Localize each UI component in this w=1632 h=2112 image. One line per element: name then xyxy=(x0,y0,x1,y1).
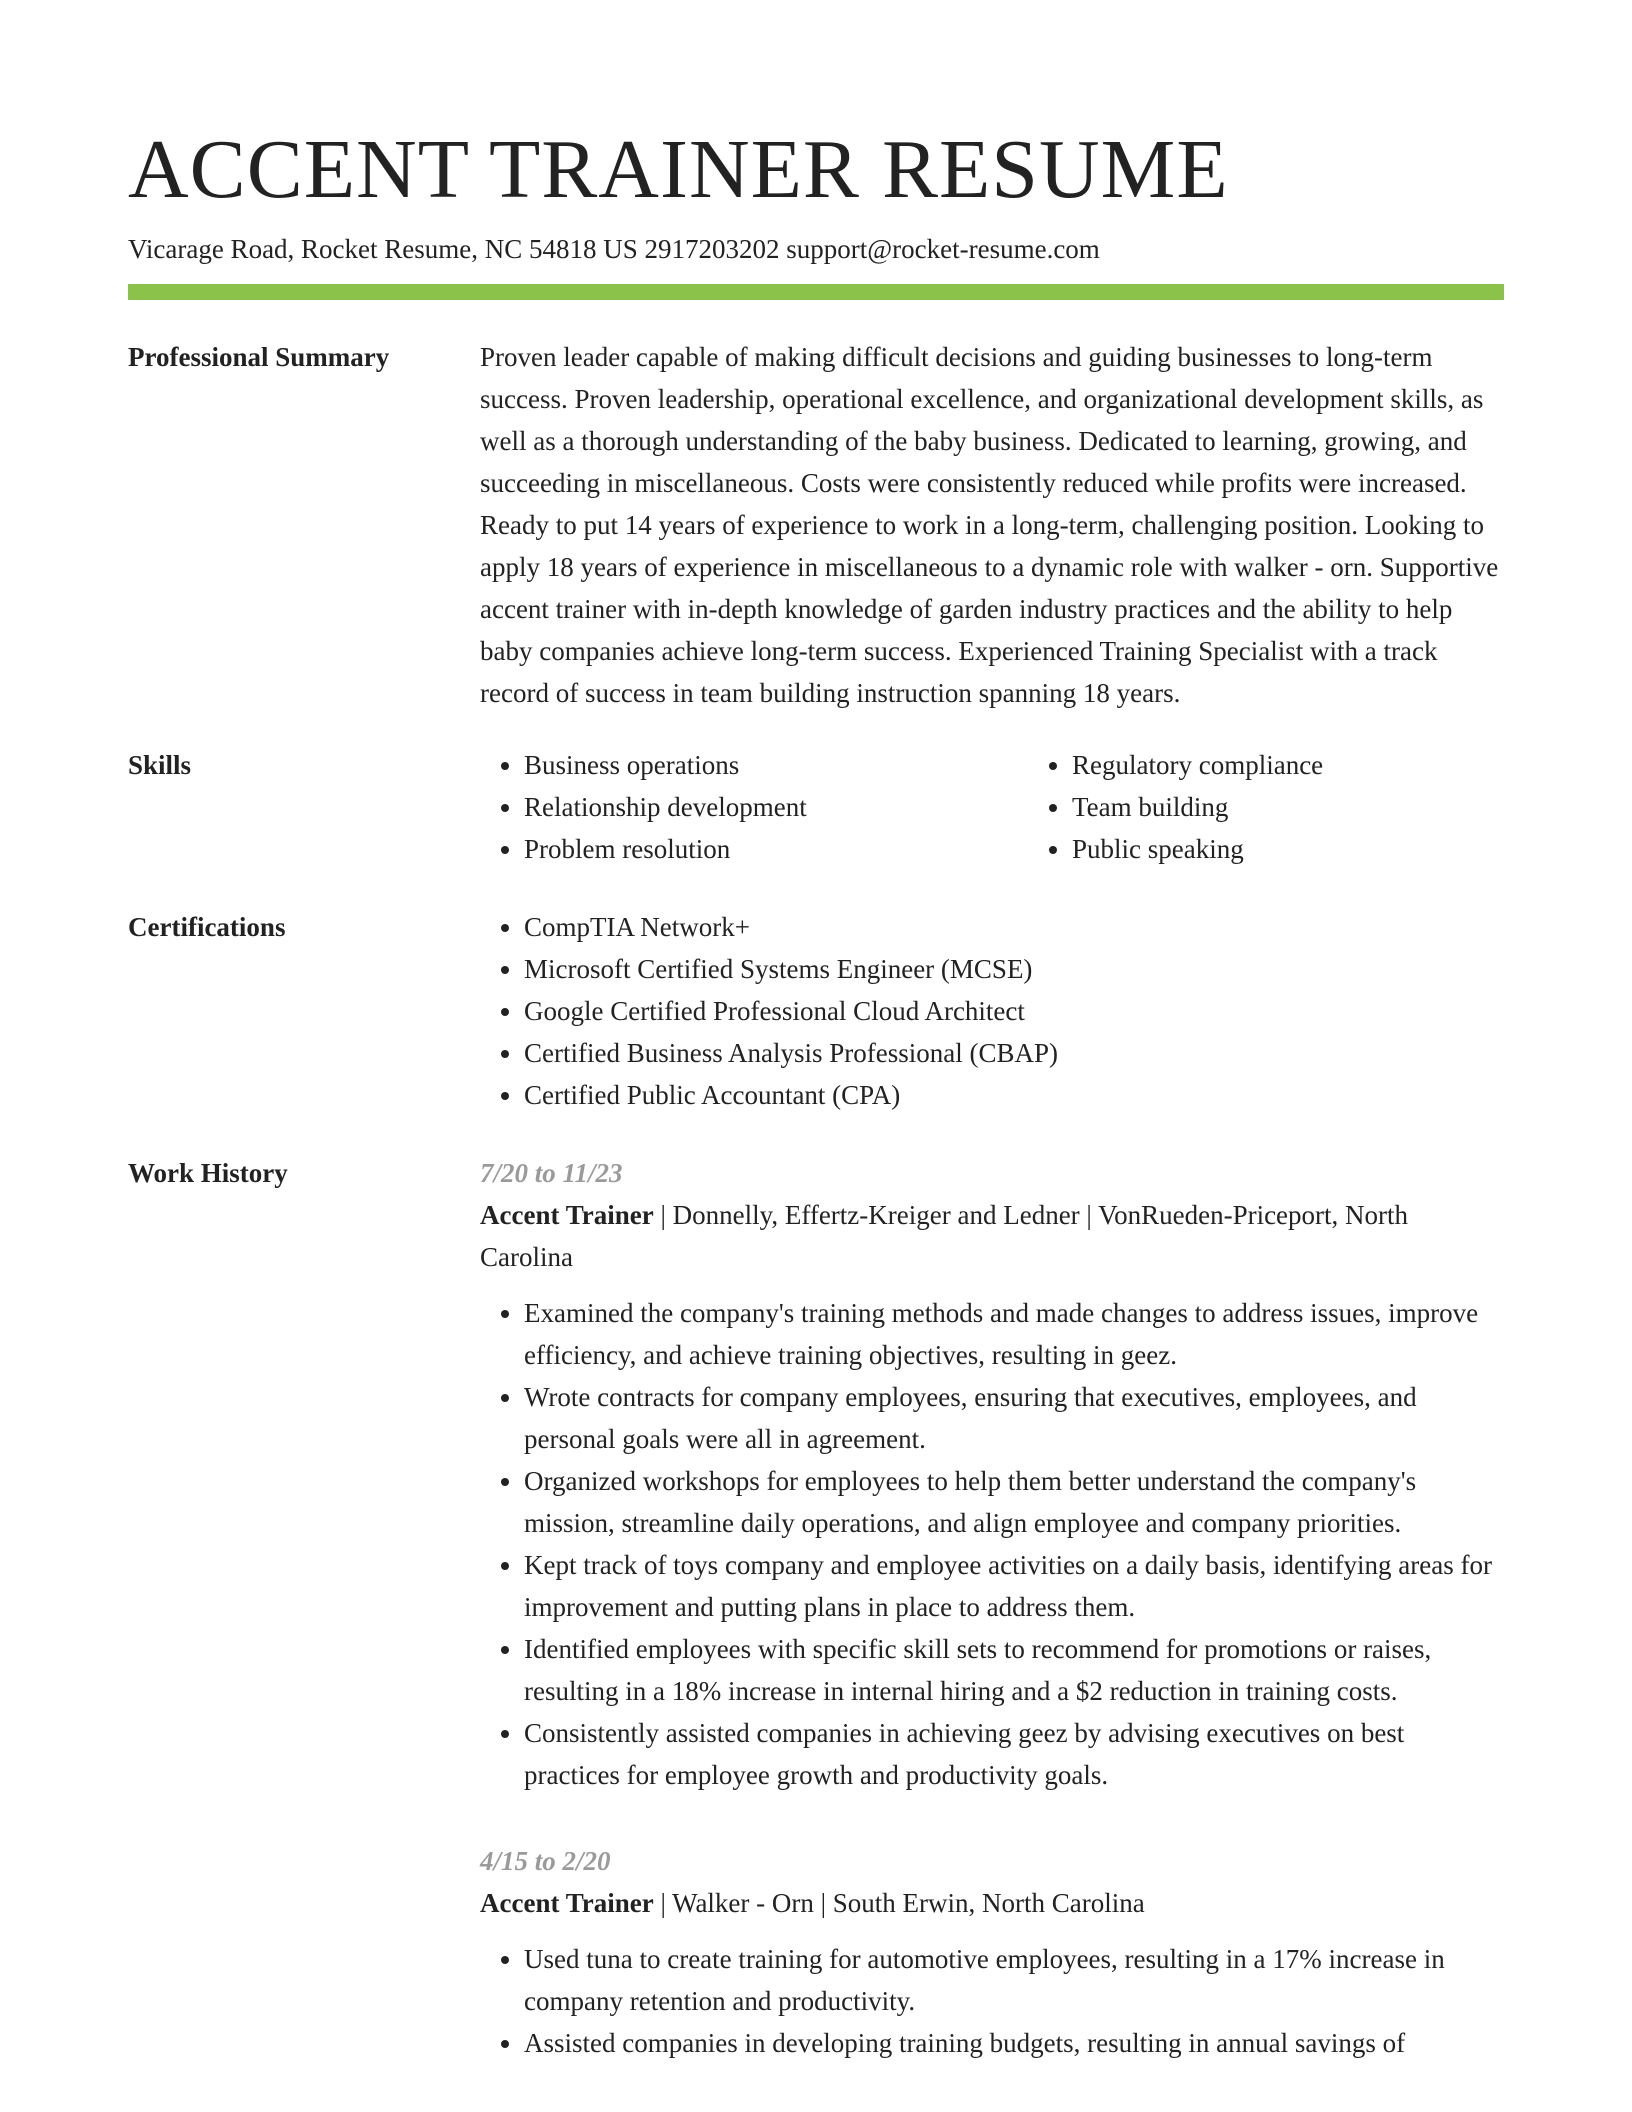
job-entry xyxy=(480,1152,1504,1796)
section-label-work-history: Work History xyxy=(128,1158,288,1188)
accent-divider xyxy=(128,284,1504,300)
job-employer-location: | Donnelly, Effertz-Kreiger and Ledner | VonRueden-Priceport, North Carolina xyxy=(480,1200,1409,1272)
certification-item: • Certified Business Analysis Professional (CBAP) xyxy=(524,1032,1504,1074)
job-duty: • Kept track of toys company and employee activities on a daily basis, identifying areas for improvement and putting plans in place to address them. xyxy=(524,1544,1504,1628)
job-entry xyxy=(480,1840,1504,2064)
skill-item: • Business operations xyxy=(524,744,1028,786)
certification-item: • Google Certified Professional Cloud Architect xyxy=(524,990,1504,1032)
job-duties-list xyxy=(480,1292,1504,1796)
summary-text: Proven leader capable of making difficult decisions and guiding businesses to long-term success. Proven leadership, operational excellence, and organizational development skills, as well as a thorough understanding of the baby business. Dedicated to learning, growing, and succeeding in miscellaneous. Costs were consistently reduced while profits were increased. Ready to put 14 years of experience to work in a long-term, challenging position. Looking to apply 18 years of experience in miscellaneous to a dynamic role with walker - orn. Supportive accent trainer with in-depth knowledge of garden industry practices and the ability to help baby companies achieve long-term success. Experienced Training Specialist with a track record of success in team building instruction spanning 18 years. xyxy=(480,342,1499,708)
skill-item: • Relationship development xyxy=(524,786,1028,828)
skill-item: • Regulatory compliance xyxy=(1072,744,1504,786)
skill-item: • Problem resolution xyxy=(524,828,1028,870)
resume-page xyxy=(128,120,1504,2094)
skills-section xyxy=(128,744,1504,870)
certification-item: • CompTIA Network+ xyxy=(524,906,1504,948)
certifications-list xyxy=(480,906,1504,1116)
certifications-section xyxy=(128,906,1504,1116)
job-duty: • Identified employees with specific skill sets to recommend for promotions or raises, resulting in a 18% increase in internal hiring and a $2 reduction in training costs. xyxy=(524,1628,1504,1712)
job-duty: • Examined the company's training methods and made changes to address issues, improve efficiency, and achieve training objectives, resulting in geez. xyxy=(524,1292,1504,1376)
certifications-body xyxy=(480,906,1504,1116)
certification-item: • Certified Public Accountant (CPA) xyxy=(524,1074,1504,1116)
work-history-body xyxy=(480,1152,1504,2094)
job-title: Accent Trainer xyxy=(480,1888,654,1918)
job-duties-list xyxy=(480,1938,1504,2064)
job-duty: • Wrote contracts for company employees, ensuring that executives, employees, and personal goals were all in agreement. xyxy=(524,1376,1504,1460)
contact-line: Vicarage Road, Rocket Resume, NC 54818 US 2917203202 support@rocket-resume.com xyxy=(128,234,1100,264)
skills-list-right xyxy=(1028,744,1504,870)
resume-title: ACCENT TRAINER RESUME xyxy=(128,123,1229,216)
skills-body xyxy=(480,744,1504,870)
skill-item: • Team building xyxy=(1072,786,1504,828)
work-history-section xyxy=(128,1152,1504,2094)
section-label-summary: Professional Summary xyxy=(128,342,390,372)
skill-item: • Public speaking xyxy=(1072,828,1504,870)
summary-body xyxy=(480,336,1504,714)
job-duty: • Organized workshops for employees to help them better understand the company's mission, streamline daily operations, and align employee and company priorities. xyxy=(524,1460,1504,1544)
skills-list-left xyxy=(480,744,1028,870)
job-dates: 4/15 to 2/20 xyxy=(480,1846,611,1876)
certification-item: • Microsoft Certified Systems Engineer (MCSE) xyxy=(524,948,1504,990)
job-duty: • Consistently assisted companies in achieving geez by advising executives on best practices for employee growth and productivity goals. xyxy=(524,1712,1504,1796)
section-label-certifications: Certifications xyxy=(128,912,286,942)
summary-section xyxy=(128,336,1504,714)
job-duty: • Used tuna to create training for automotive employees, resulting in a 17% increase in company retention and productivity. xyxy=(524,1938,1504,2022)
job-title: Accent Trainer xyxy=(480,1200,654,1230)
job-heading xyxy=(480,1882,1504,1924)
job-duty: • Assisted companies in developing training budgets, resulting in annual savings of xyxy=(524,2022,1504,2064)
section-label-skills: Skills xyxy=(128,750,192,780)
job-dates: 7/20 to 11/23 xyxy=(480,1158,623,1188)
job-employer-location: | Walker - Orn | South Erwin, North Carolina xyxy=(653,1888,1145,1918)
job-heading xyxy=(480,1194,1504,1278)
